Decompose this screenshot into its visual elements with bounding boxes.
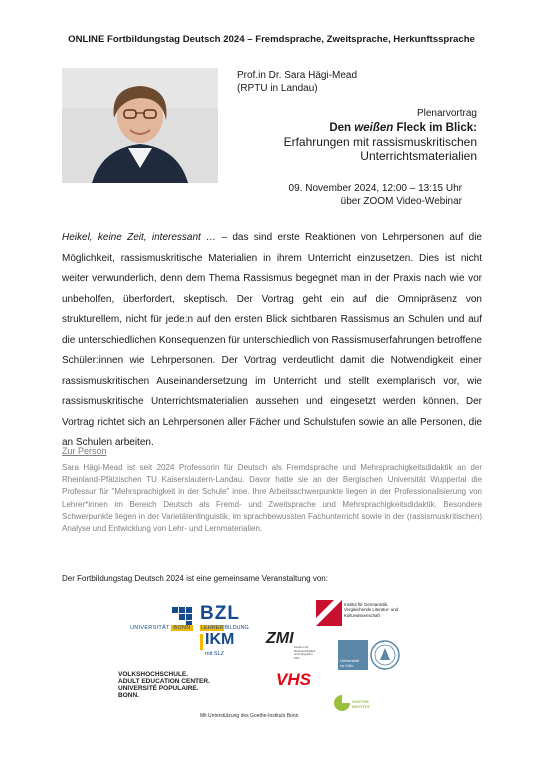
koeln-box <box>338 640 368 670</box>
bonn-uni-label: UNIVERSITÄT <box>130 625 170 631</box>
vhs-logo: VHS <box>276 670 311 689</box>
abstract-intro: Heikel, keine Zeit, interessant … <box>62 232 217 243</box>
goethe-support-note: Mit Unterstützung des Goethe-Instituts Bonn <box>200 713 299 719</box>
igv-mark-icon <box>316 600 342 626</box>
igv-line1: Institut für Germanistik, <box>344 602 389 607</box>
goethe-line2: INSTITUT <box>352 704 370 709</box>
zmi-wordmark: ZMI <box>266 630 294 647</box>
person-text: Sara Hägi-Mead ist seit 2024 Professorin für Deutsch als Fremdsprache und Mehrsprachigkeitsdidaktik an der Rheinland-Pfälzischen TU Kaiserslautern-Landau. Davor hatte sie an der Bergischen Universität Wuppertal die Professur für "Mehrsprachigkeit in der Schule" inne. Ihre Arbeitsschwerpunkte liegen in der Professionalisierung von Lehrer*innen im Bereich Deutsch als Fremd- und Zweitsprache und Mehrsprachigkeitsdidaktik. Besondere Schwerpunkte liegen in der Varietätenlinguistik, im sprachbewussten Fachunterricht sowie in der (rassismuskritischen) Analyse und Entwicklung von Lehr- und Lernmaterialien. <box>62 463 482 534</box>
zmi-sub2: Mehrsprachigkeit <box>294 648 316 653</box>
zmi-logo <box>266 630 316 664</box>
talk-block <box>237 107 477 163</box>
bonn-label: BONN <box>173 625 191 631</box>
igv-logo <box>316 600 416 628</box>
person-heading: Zur Person <box>62 446 107 456</box>
goethe-line1: GOETHE <box>352 699 369 704</box>
igv-line3: Kulturwissenschaft <box>344 612 380 618</box>
bzl-wordmark: BZL <box>200 603 240 624</box>
igv-line2: Vergleichende Literatur- und <box>344 607 398 613</box>
abstract-paragraph <box>62 228 482 454</box>
koeln-line2: zu Köln <box>340 663 354 668</box>
talk-subtitle-1: Erfahrungen mit rassismuskritischen <box>283 135 477 149</box>
event-date <box>237 182 462 208</box>
abstract-body: – das sind erste Reaktionen von Lehrpersonen auf die Möglichkeit, rassismuskritische Materialien in ihrem Unterricht einzusetzen. Dies ist nicht weiter verwunderlich, denn dem Thema Rassismus begegnet man in der Praxis nach wie vor unbeholfen, überfordert, skeptisch. Der Vortrag geht ein auf die Omnipräsenz von strukturellem, nicht für jede:n auf den ersten Blick sichtbaren Rassismus an Schulen und auf die unterschiedlichen Konsequenzen für unterschiedlich von Rassismuserfahrungen betroffene Schüler:innen wie Lehrpersonen. Der Vortrag verdeutlicht damit die Notwendigkeit einer rassismuskritischen Auseinandersetzung im Unterricht und stellt exemplarisch vor, wie rassismuskritische Unterrichtsmaterialien aussehen und eingesetzt werden können. Der Vortrag richtet sich an Lehrpersonen aller Fächer und Schulstufen sowie an alle Personen, die an Schulen arbeiten. <box>62 232 482 448</box>
speaker-affiliation: (RPTU in Landau) <box>237 83 318 94</box>
ikm-logo <box>200 631 250 662</box>
speaker-photo <box>62 68 218 183</box>
sponsors-heading: Der Fortbildungstag Deutsch 2024 ist eine gemeinsame Veranstaltung von: <box>62 574 328 583</box>
bzl-lehrer: LEHRER <box>201 625 224 631</box>
ikm-sub: mit SLZ <box>205 651 224 657</box>
zmi-sub3: und Integration Köln <box>294 652 313 660</box>
vhs-school-line4: BONN. <box>118 692 139 699</box>
zmi-sub1: Zentrum für <box>294 645 309 649</box>
ikm-wordmark: IKM <box>205 631 235 648</box>
talk-title-post: Fleck im Blick: <box>393 122 477 134</box>
goethe-logo <box>333 694 377 724</box>
portrait-image <box>62 68 218 183</box>
koeln-line1: Universität <box>340 658 359 663</box>
talk-subtitle-2: Unterrichtsmaterialien <box>360 149 477 163</box>
vhs-school-line2: ADULT EDUCATION CENTER. <box>118 678 210 685</box>
koeln-seal <box>370 640 400 670</box>
vhs-school-line3: UNIVERSITÉ POPULAIRE. <box>118 685 199 692</box>
bzl-bildung: BILDUNG <box>224 625 249 631</box>
talk-kind: Plenarvortrag <box>416 108 477 119</box>
speaker-name: Prof.in Dr. Sara Hägi-Mead <box>237 70 358 81</box>
vhs-school-line1: VOLKSHOCHSCHULE. <box>118 671 189 678</box>
date-venue: über ZOOM Video-Webinar <box>340 196 462 207</box>
ikm-bar-icon <box>200 634 203 650</box>
bzl-logo <box>130 605 260 635</box>
koeln-seal-icon <box>370 640 400 670</box>
event-header: ONLINE Fortbildungstag Deutsch 2024 – Fremdsprache, Zweitsprache, Herkunftssprache <box>68 34 475 45</box>
talk-title <box>237 121 477 135</box>
vhs-school-logo <box>118 671 210 699</box>
speaker-info <box>237 69 357 95</box>
talk-title-pre: Den <box>329 122 355 134</box>
goethe-mark-icon <box>333 694 351 712</box>
date-time: 09. November 2024, 12:00 – 13:15 Uhr <box>288 183 462 194</box>
talk-title-em: weißen <box>354 122 394 134</box>
